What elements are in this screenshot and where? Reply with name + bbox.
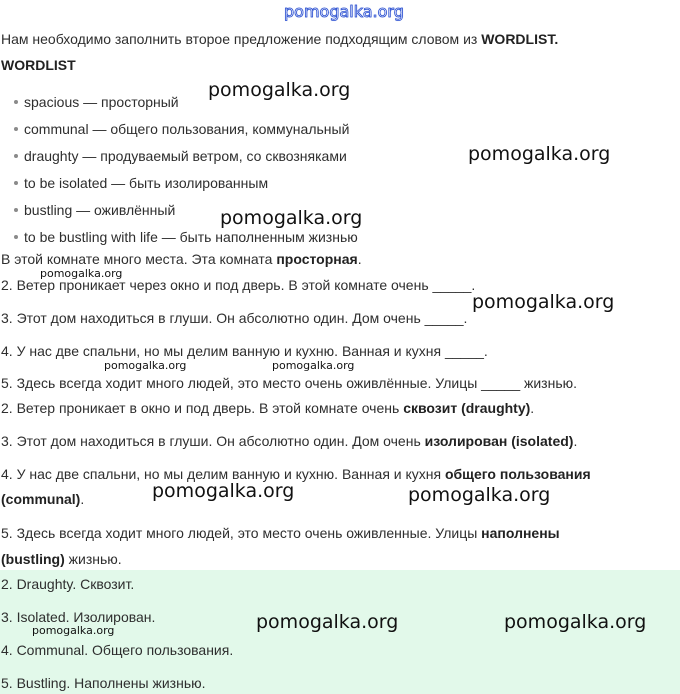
watermark: pomogalka.org xyxy=(32,624,115,637)
wordlist-item xyxy=(14,147,347,165)
solution-3-text: 3. Этот дом находиться в глуши. Он абсолютно один. Дом очень xyxy=(1,433,425,449)
watermark: pomogalka.org xyxy=(468,143,611,165)
solution-5-strong: наполнены xyxy=(481,525,560,541)
solution-4 xyxy=(1,465,591,483)
answer-4: 4. Communal. Общего пользования. xyxy=(1,642,234,658)
example-end: . xyxy=(357,251,362,267)
wordlist-title: WORDLIST xyxy=(1,57,76,73)
solution-4-strong-2: (communal) xyxy=(1,491,81,507)
solution-5-end: жизнью. xyxy=(64,551,122,567)
watermark: pomogalka.org xyxy=(504,611,647,633)
example-text: В этой комнате много места. Эта комната xyxy=(1,251,277,267)
intro-text xyxy=(1,30,558,48)
solution-5-text: 5. Здесь всегда ходит много людей, это место очень оживленные. Улицы xyxy=(1,525,482,541)
solution-2-strong: сквозит (draughty) xyxy=(403,400,531,416)
watermark: pomogalka.org xyxy=(472,291,615,313)
solution-4-text: 4. У нас две спальни, но мы делим ванную и кухню. Ванная и кухня xyxy=(1,466,445,482)
answer-5: 5. Bustling. Наполнены жизнью. xyxy=(1,675,206,691)
wordlist-item-text: draughty — продуваемый ветром, со сквозняками xyxy=(24,148,347,164)
task-3: 3. Этот дом находиться в глуши. Он абсолютно один. Дом очень _____. xyxy=(1,310,468,326)
watermark: pomogalka.org xyxy=(220,207,363,229)
solution-3-strong: изолирован (isolated) xyxy=(424,433,574,449)
wordlist-item-text: communal — общего пользования, коммунальный xyxy=(24,121,350,137)
bullet-icon xyxy=(14,208,18,212)
wordlist-item xyxy=(14,201,175,219)
solution-5 xyxy=(1,524,560,542)
wordlist-item xyxy=(14,228,358,246)
solution-2 xyxy=(1,399,534,417)
watermark: pomogalka.org xyxy=(256,611,399,633)
watermark: pomogalka.org xyxy=(408,484,551,506)
task-2: 2. Ветер проникает через окно и под дверь. В этой комнате очень _____. xyxy=(1,277,476,293)
wordlist-item xyxy=(14,120,349,138)
answer-2: 2. Draughty. Сквозит. xyxy=(1,576,135,592)
wordlist-item-text: to be bustling with life — быть наполненным жизнью xyxy=(24,229,358,245)
watermark: pomogalka.org xyxy=(40,267,123,280)
task-5: 5. Здесь всегда ходит много людей, это место очень оживлённые. Улицы _____ жизнью. xyxy=(1,375,578,391)
bullet-icon xyxy=(14,154,18,158)
solution-3 xyxy=(1,432,577,450)
wordlist-item xyxy=(14,93,179,111)
wordlist-item-text: to be isolated — быть изолированным xyxy=(24,175,269,191)
wordlist-item-text: bustling — оживлённый xyxy=(24,202,176,218)
example-sentence xyxy=(1,250,362,268)
solution-2-end: . xyxy=(530,400,535,416)
intro-text-body: Нам необходимо заполнить второе предложение подходящим словом из xyxy=(1,31,482,47)
bullet-icon xyxy=(14,181,18,185)
wordlist-item-text: spacious — просторный xyxy=(24,94,179,110)
watermark: pomogalka.org xyxy=(104,359,187,372)
intro-strong: WORDLIST. xyxy=(481,31,559,47)
watermark: pomogalka.org xyxy=(152,480,295,502)
solution-5-line2 xyxy=(1,550,122,568)
solution-4-strong: общего пользования xyxy=(444,466,591,482)
example-strong: просторная xyxy=(276,251,358,267)
site-link[interactable]: pomogalka.org xyxy=(284,2,404,21)
solution-4-line2 xyxy=(1,490,84,508)
solution-4-end: . xyxy=(80,491,85,507)
solution-3-end: . xyxy=(573,433,578,449)
task-4: 4. У нас две спальни, но мы делим ванную и кухню. Ванная и кухня _____. xyxy=(1,343,488,359)
bullet-icon xyxy=(14,100,18,104)
watermark: pomogalka.org xyxy=(208,79,351,101)
solution-2-text: 2. Ветер проникает в окно и под дверь. В этой комнате очень xyxy=(1,400,404,416)
wordlist-item xyxy=(14,174,268,192)
answer-3: 3. Isolated. Изолирован. xyxy=(1,609,156,625)
watermark: pomogalka.org xyxy=(272,359,355,372)
solution-5-strong-2: (bustling) xyxy=(1,551,65,567)
bullet-icon xyxy=(14,235,18,239)
bullet-icon xyxy=(14,127,18,131)
